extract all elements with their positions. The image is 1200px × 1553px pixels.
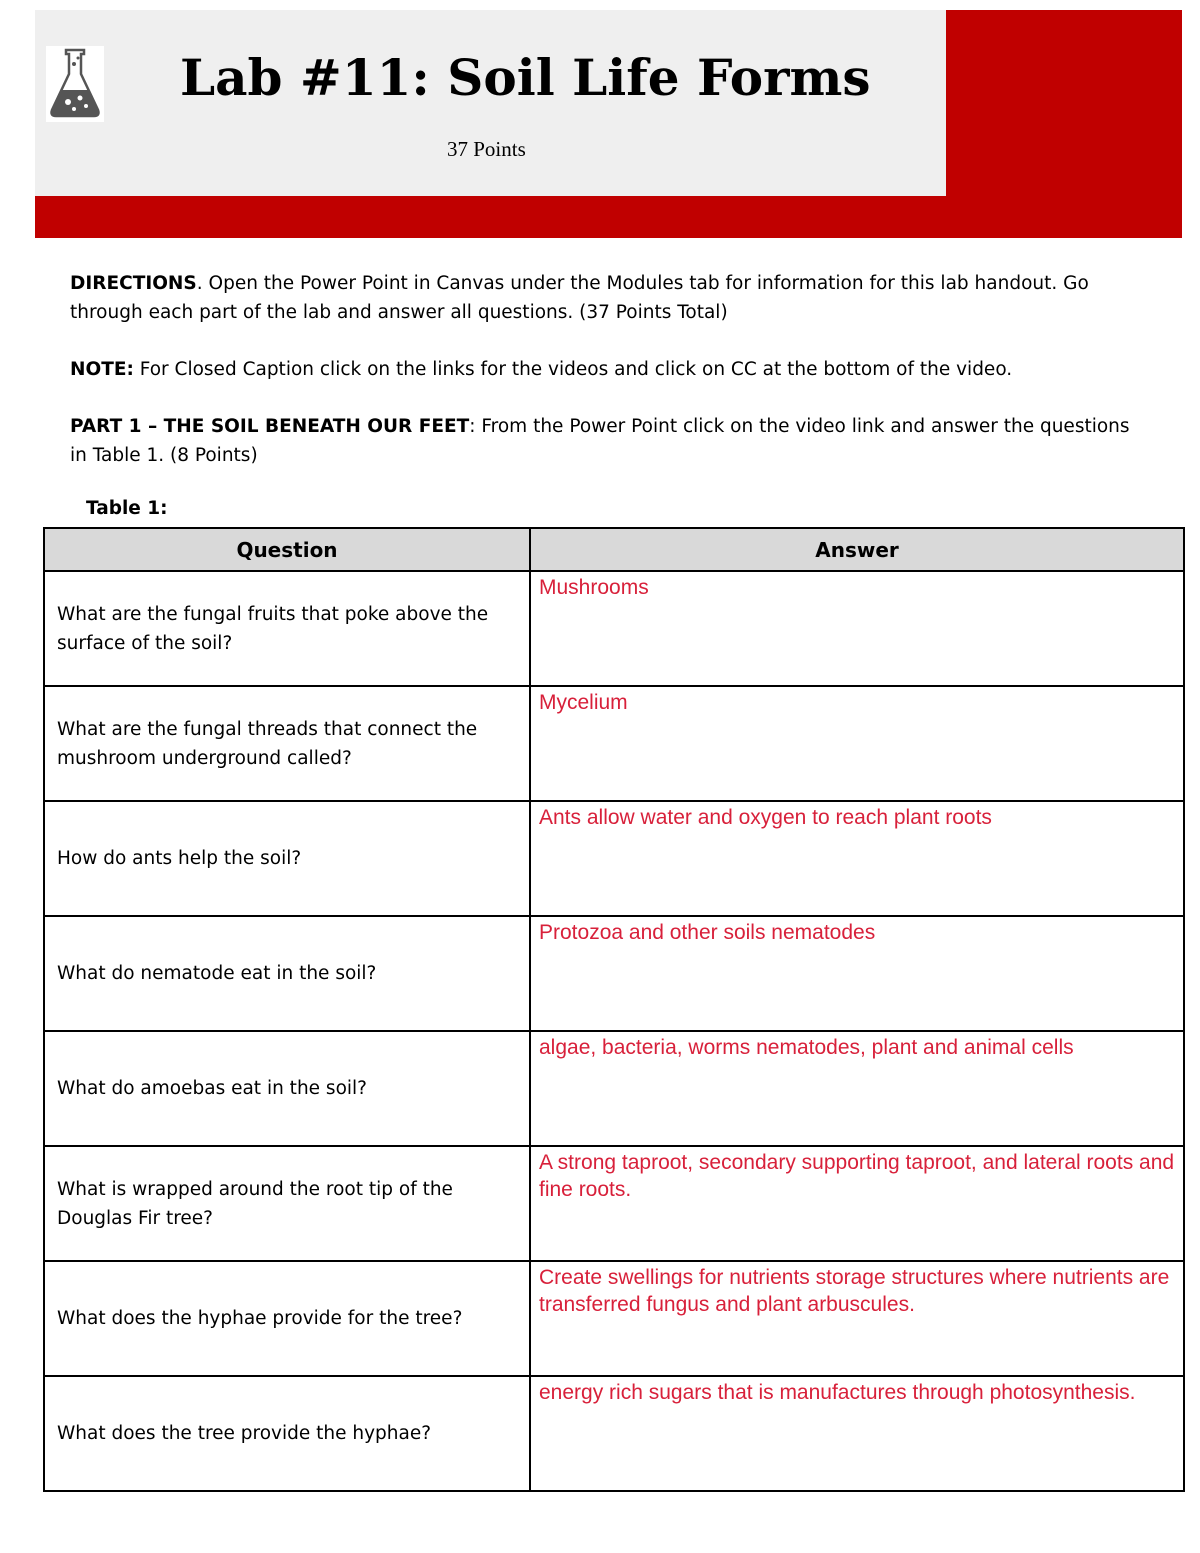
question-cell: What do nematode eat in the soil? — [44, 916, 530, 1031]
table-row — [44, 1376, 1184, 1491]
note-text: For Closed Caption click on the links for the videos and click on CC at the bottom of the video. — [133, 359, 1013, 380]
question-cell: What is wrapped around the root tip of the Douglas Fir tree? — [44, 1146, 530, 1261]
table-row — [44, 801, 1184, 916]
flask-icon — [44, 44, 106, 124]
table-row — [44, 1146, 1184, 1261]
answer-header: Answer — [530, 528, 1184, 571]
answer-cell: energy rich sugars that is manufactures through photosynthesis. — [530, 1376, 1184, 1491]
table-label: Table 1: — [86, 498, 168, 519]
note-paragraph — [70, 355, 1140, 384]
answer-cell: algae, bacteria, worms nematodes, plant and animal cells — [530, 1031, 1184, 1146]
part1-label: PART 1 – THE SOIL BENEATH OUR FEET — [70, 416, 470, 437]
directions-text: . Open the Power Point in Canvas under the Modules tab for information for this lab handout. Go through each part of the lab and answer all questions. (37 Points Total) — [70, 273, 1089, 323]
note-label: NOTE: — [70, 359, 134, 380]
question-cell: What does the hyphae provide for the tree? — [44, 1261, 530, 1376]
question-cell: What are the fungal threads that connect the mushroom underground called? — [44, 686, 530, 801]
answer-cell: Mushrooms — [530, 571, 1184, 686]
answer-cell: Create swellings for nutrients storage structures where nutrients are transferred fungus and plant arbuscules. — [530, 1261, 1184, 1376]
table-row — [44, 571, 1184, 686]
table-row — [44, 1031, 1184, 1146]
table-row — [44, 686, 1184, 801]
question-header: Question — [44, 528, 530, 571]
table-row — [44, 916, 1184, 1031]
points-total: 37 Points — [447, 137, 526, 161]
part1-text: : From the Power Point click on the video link and answer the questions in Table 1. (8 Points) — [70, 416, 1130, 466]
table-row — [44, 1261, 1184, 1376]
page-title: Lab #11: Soil Life Forms — [180, 48, 871, 107]
qa-table — [43, 527, 1185, 1492]
directions-label: DIRECTIONS — [70, 273, 197, 294]
question-cell: What does the tree provide the hyphae? — [44, 1376, 530, 1491]
part1-paragraph — [70, 412, 1140, 470]
question-cell: How do ants help the soil? — [44, 801, 530, 916]
question-cell: What do amoebas eat in the soil? — [44, 1031, 530, 1146]
answer-cell: A strong taproot, secondary supporting taproot, and lateral roots and fine roots. — [530, 1146, 1184, 1261]
header-accent-block — [946, 10, 1182, 238]
header-accent-bar — [35, 196, 946, 238]
question-cell: What are the fungal fruits that poke above the surface of the soil? — [44, 571, 530, 686]
table-header-row — [44, 528, 1184, 571]
answer-cell: Ants allow water and oxygen to reach plant roots — [530, 801, 1184, 916]
answer-cell: Mycelium — [530, 686, 1184, 801]
directions-paragraph — [70, 269, 1140, 327]
answer-cell: Protozoa and other soils nematodes — [530, 916, 1184, 1031]
